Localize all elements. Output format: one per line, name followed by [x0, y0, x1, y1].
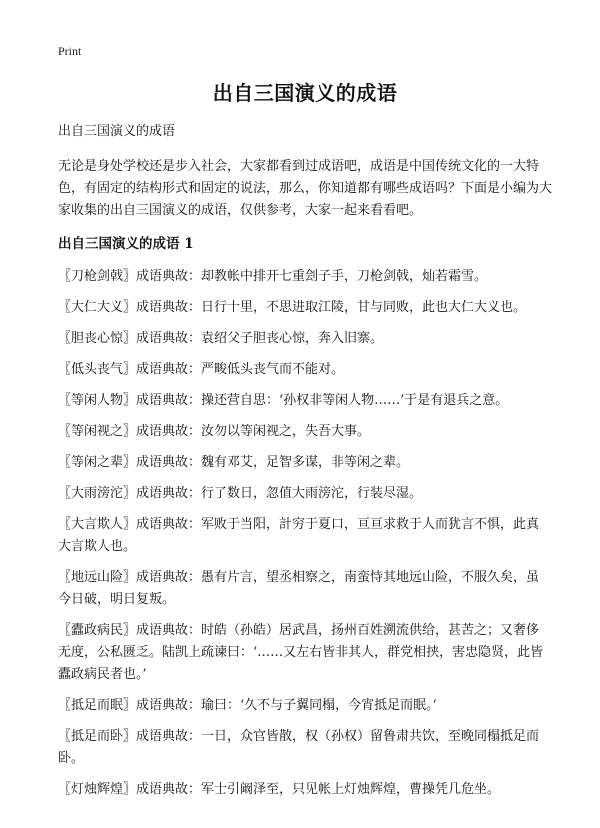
idiom-label: 成语典故：: [136, 486, 202, 501]
idiom-text: 汝勿以等闲视之，失吾大事。: [201, 424, 371, 439]
intro-paragraph: 无论是身处学校还是步入社会，大家都看到过成语吧，成语是中国传统文化的一大特色，有固定的结构形式和固定的说法，那么，你知道都有哪些成语吗？下面是小编为大家收集的出自三国演义的成语，仅供参考，大家一起来看看吧。: [58, 159, 553, 218]
idiom-term: 〖大言欺人〗: [58, 517, 137, 532]
idiom-text: 愚有片言，望丞相察之，南蛮恃其地远山险，不服久矣，虽今日破，明日复叛。: [58, 570, 540, 607]
idiom-label: 成语典故：: [136, 782, 202, 797]
print-link[interactable]: Print: [58, 44, 82, 58]
idiom-term: 〖抵足而卧〗: [58, 729, 137, 744]
idiom-entry: [58, 483, 552, 505]
idiom-label: 成语典故：: [136, 729, 202, 744]
idiom-text: 一日，众官皆散，权（孙权）留鲁肃共饮，至晚同榻抵足而卧。: [58, 729, 540, 766]
idiom-entry: [58, 567, 552, 611]
idiom-text: 军败于当阳，計穷于夏口，亘亘求救于人而犹言不惧，此真大言欺人也。: [58, 517, 540, 554]
idiom-term: 〖低头丧气〗: [58, 362, 137, 377]
idiom-label: 成语典故：: [136, 623, 202, 638]
idiom-entry: [58, 695, 552, 717]
idiom-label: 成语典故：: [136, 570, 202, 585]
idiom-text: 严畯低头丧气而不能对。: [201, 362, 345, 377]
idiom-list: [58, 266, 552, 801]
idiom-entry: [58, 452, 552, 474]
idiom-text: 操还营自思：‘孙权非等闲人物……’于是有退兵之意。: [201, 393, 509, 408]
idiom-term: 〖地远山险〗: [58, 570, 137, 585]
idiom-term: 〖等闲人物〗: [58, 393, 137, 408]
idiom-text: 行了数日，忽值大雨滂沱，行装尽湿。: [201, 486, 423, 501]
idiom-text: 袁绍父子胆丧心惊，奔入旧寨。: [201, 331, 384, 346]
idiom-text: 军士引阚泽至，只见帐上灯烛辉煌，曹操凭几危坐。: [201, 782, 501, 797]
idiom-term: 〖大雨滂沱〗: [58, 486, 137, 501]
idiom-label: 成语典故：: [136, 362, 202, 377]
document-subtitle: 出自三国演义的成语: [58, 124, 176, 139]
idiom-text: 魏有邓艾，足智多谋，非等闲之辈。: [201, 455, 410, 470]
idiom-entry: [58, 620, 552, 686]
idiom-text: 瑜曰：‘久不与子翼同榻，今宵抵足而眠。’: [201, 698, 437, 713]
idiom-label: 成语典故：: [136, 698, 202, 713]
idiom-label: 成语典故：: [136, 300, 202, 315]
page-title: 出自三国演义的成语: [212, 81, 398, 105]
section-heading: 出自三国演义的成语 1: [58, 236, 194, 252]
idiom-term: 〖蠹政病民〗: [58, 623, 137, 638]
idiom-entry: [58, 297, 552, 319]
idiom-entry: [58, 359, 552, 381]
idiom-term: 〖等闲视之〗: [58, 424, 137, 439]
idiom-term: 〖刀枪剑戟〗: [58, 269, 137, 284]
idiom-text: 日行十里，不思进取江陵，甘与同败，此也大仁大义也。: [201, 300, 527, 315]
idiom-term: 〖抵足而眠〗: [58, 698, 137, 713]
idiom-entry: [58, 390, 552, 412]
idiom-label: 成语典故：: [136, 393, 202, 408]
idiom-entry: [58, 779, 552, 801]
idiom-label: 成语典故：: [136, 517, 202, 532]
idiom-entry: [58, 421, 552, 443]
idiom-term: 〖灯烛辉煌〗: [58, 782, 137, 797]
idiom-label: 成语典故：: [136, 424, 202, 439]
idiom-term: 〖胆丧心惊〗: [58, 331, 137, 346]
idiom-label: 成语典故：: [136, 331, 202, 346]
idiom-entry: [58, 726, 552, 770]
idiom-entry: [58, 266, 552, 288]
idiom-label: 成语典故：: [136, 455, 202, 470]
idiom-entry: [58, 328, 552, 350]
idiom-text: 时皓（孙皓）居武昌，扬州百姓溯流供给，甚苦之；又奢侈无度，公私匮乏。陆凯上疏谏曰：‘……又左右皆非其人，群党相挟，害忠隐贤，此皆蠹政病民者也。’: [58, 623, 544, 682]
idiom-term: 〖大仁大义〗: [58, 300, 137, 315]
idiom-text: 却教帐中排开七重刽子手，刀枪剑戟，灿若霜雪。: [201, 269, 488, 284]
idiom-term: 〖等闲之辈〗: [58, 455, 137, 470]
idiom-entry: [58, 514, 552, 558]
idiom-label: 成语典故：: [136, 269, 202, 284]
